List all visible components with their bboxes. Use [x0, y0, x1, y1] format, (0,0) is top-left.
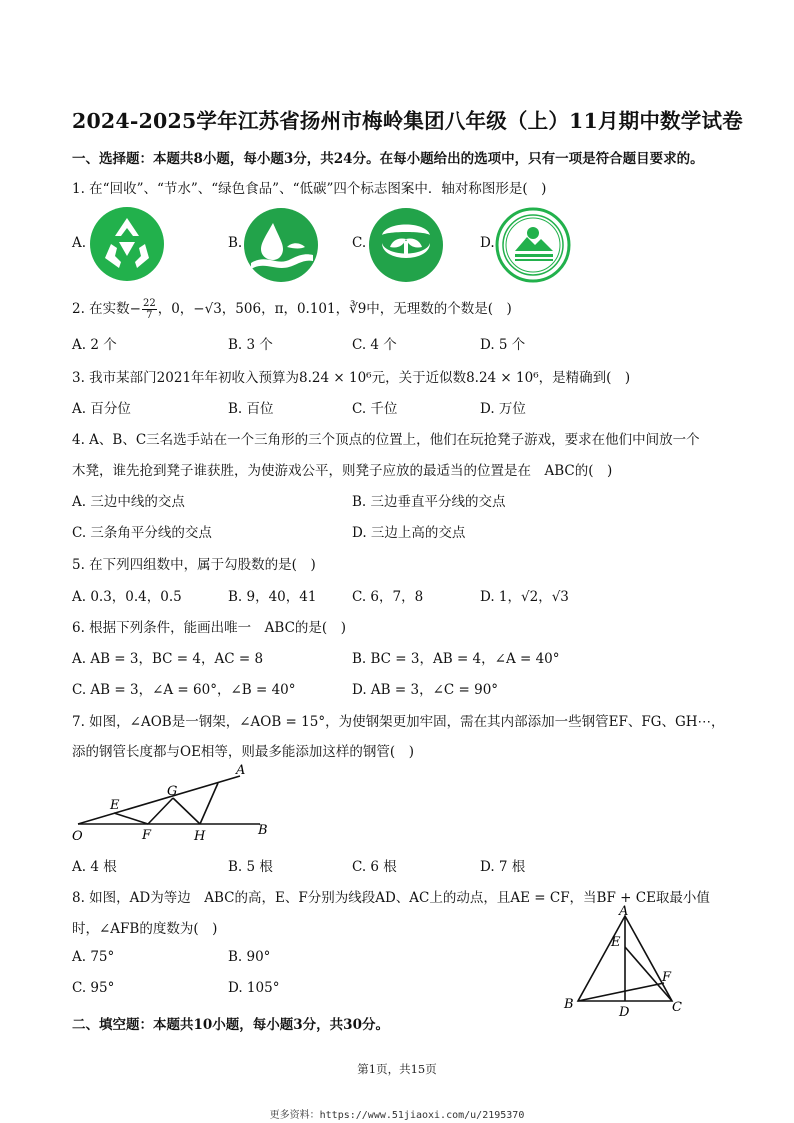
recycle-logo-icon	[89, 206, 165, 282]
q6-option-b: B. BC = 3，AB = 4，∠A = 40°	[352, 651, 560, 667]
q7-label-a: A	[236, 763, 246, 778]
q1-stem: 1. 在“回收”、“节水”、“绿色食品”、“低碳”四个标志图案中．轴对称图形是( )	[72, 181, 547, 197]
low-carbon-logo-icon	[495, 207, 571, 283]
q2-fraction	[142, 298, 157, 321]
q7-label-h: H	[194, 829, 206, 844]
q5-option-d: D. 1，√2，√3	[480, 589, 569, 605]
q8-label-f: F	[662, 970, 672, 985]
q7-option-a: A. 4 根	[72, 859, 117, 875]
q2-option-d: D. 5 个	[480, 337, 526, 353]
paper-title: 2024-2025学年江苏省扬州市梅岭集团八年级（上）11月期中数学试卷	[72, 109, 743, 133]
q8-triangle-figure	[558, 904, 698, 1022]
q2-stem-pre: 2. 在实数	[72, 301, 130, 317]
q6-stem: 6. 根据下列条件，能画出唯一 ABC的是( )	[72, 620, 346, 636]
green-food-logo-icon	[368, 207, 444, 283]
q7-label-o: O	[72, 829, 83, 844]
q7-label-e: E	[110, 798, 120, 813]
q8-stem-line2: 时，∠AFB的度数为( )	[72, 921, 218, 937]
q7-option-b: B. 5 根	[228, 859, 273, 875]
q1-option-a-label: A.	[72, 235, 87, 251]
q7-option-d: D. 7 根	[480, 859, 526, 875]
q2-option-c: C. 4 个	[352, 337, 397, 353]
q7-stem-line2: 添的钢管长度都与OE相等，则最多能添加这样的钢管( )	[72, 744, 414, 760]
q8-label-d: D	[619, 1005, 630, 1020]
q8-label-c: C	[672, 1000, 682, 1015]
q7-steel-frame-figure	[70, 762, 280, 844]
q2-stem	[72, 297, 512, 321]
q1-option-b-label: B.	[228, 235, 243, 251]
q7-label-f: F	[142, 828, 152, 843]
q2-stem-rest: ，0，−√3，506，π，0.101，∛9中，无理数的个数是( )	[157, 301, 512, 317]
q4-option-c: C. 三条角平分线的交点	[72, 525, 212, 541]
q6-option-d: D. AB = 3，∠C = 90°	[352, 682, 499, 698]
q1-option-c-label: C.	[352, 235, 367, 251]
q7-option-c: C. 6 根	[352, 859, 397, 875]
q5-option-a: A. 0.3，0.4，0.5	[72, 589, 182, 605]
q6-option-a: A. AB = 3，BC = 4，AC = 8	[72, 651, 264, 667]
q7-label-g: G	[167, 784, 178, 799]
section-choice-heading: 一、选择题：本题共8小题，每小题3分，共24分。在每小题给出的选项中，只有一项是符合题目要求的。	[72, 151, 704, 167]
source-link[interactable]: 更多资料：https://www.51jiaoxi.com/u/2195370	[269, 1110, 525, 1121]
q5-option-c: C. 6，7，8	[352, 589, 424, 605]
page-number: 第1页，共15页	[357, 1062, 437, 1076]
q8-label-a: A	[619, 904, 629, 919]
q5-option-b: B. 9，40，41	[228, 589, 317, 605]
q8-option-c: C. 95°	[72, 980, 115, 996]
q3-option-c: C. 千位	[352, 401, 398, 417]
q8-label-e: E	[611, 935, 621, 950]
q4-stem-line1: 4. A、B、C三名选手站在一个三角形的三个顶点的位置上，他们在玩抢凳子游戏，要求在他们中间放一个	[72, 432, 700, 448]
q6-option-c: C. AB = 3，∠A = 60°，∠B = 40°	[72, 682, 296, 698]
q2-fraction-numerator: 22	[142, 298, 156, 309]
q4-stem-line2: 木凳，谁先抢到凳子谁获胜，为使游戏公平，则凳子应放的最适当的位置是在 ABC的( )	[72, 463, 613, 479]
q8-option-b: B. 90°	[228, 949, 271, 965]
q2-fraction-denominator: 7	[146, 310, 153, 321]
q7-label-b: B	[258, 823, 268, 838]
q8-stem-line1: 8. 如图，AD为等边 ABC的高，E、F分别为线段AD、AC上的动点，且AE = CF，当BF + CE取最小值	[72, 890, 710, 906]
q2-minus-sign: −	[129, 301, 141, 317]
q8-label-b: B	[564, 997, 574, 1012]
q1-option-d-label: D.	[480, 235, 495, 251]
q3-stem: 3. 我市某部门2021年年初收入预算为8.24 × 10⁶元，关于近似数8.24 × 10⁶，是精确到( )	[72, 370, 631, 386]
q7-stem-line1: 7. 如图，∠AOB是一钢架，∠AOB = 15°，为使钢架更加牢固，需在其内部添加一些钢管EF、FG、GH⋯，	[72, 714, 725, 730]
q4-option-b: B. 三边垂直平分线的交点	[352, 494, 506, 510]
q3-option-a: A. 百分位	[72, 401, 131, 417]
q5-stem: 5. 在下列四组数中，属于勾股数的是( )	[72, 557, 316, 573]
q8-option-d: D. 105°	[228, 980, 280, 996]
q2-option-b: B. 3 个	[228, 337, 273, 353]
water-saving-logo-icon	[243, 207, 319, 283]
q3-option-b: B. 百位	[228, 401, 274, 417]
q3-option-d: D. 万位	[480, 401, 526, 417]
section-fill-heading: 二、填空题：本题共10小题，每小题3分，共30分。	[72, 1017, 389, 1033]
q8-option-a: A. 75°	[72, 949, 115, 965]
q4-option-a: A. 三边中线的交点	[72, 494, 185, 510]
q2-option-a: A. 2 个	[72, 337, 117, 353]
q4-option-d: D. 三边上高的交点	[352, 525, 466, 541]
